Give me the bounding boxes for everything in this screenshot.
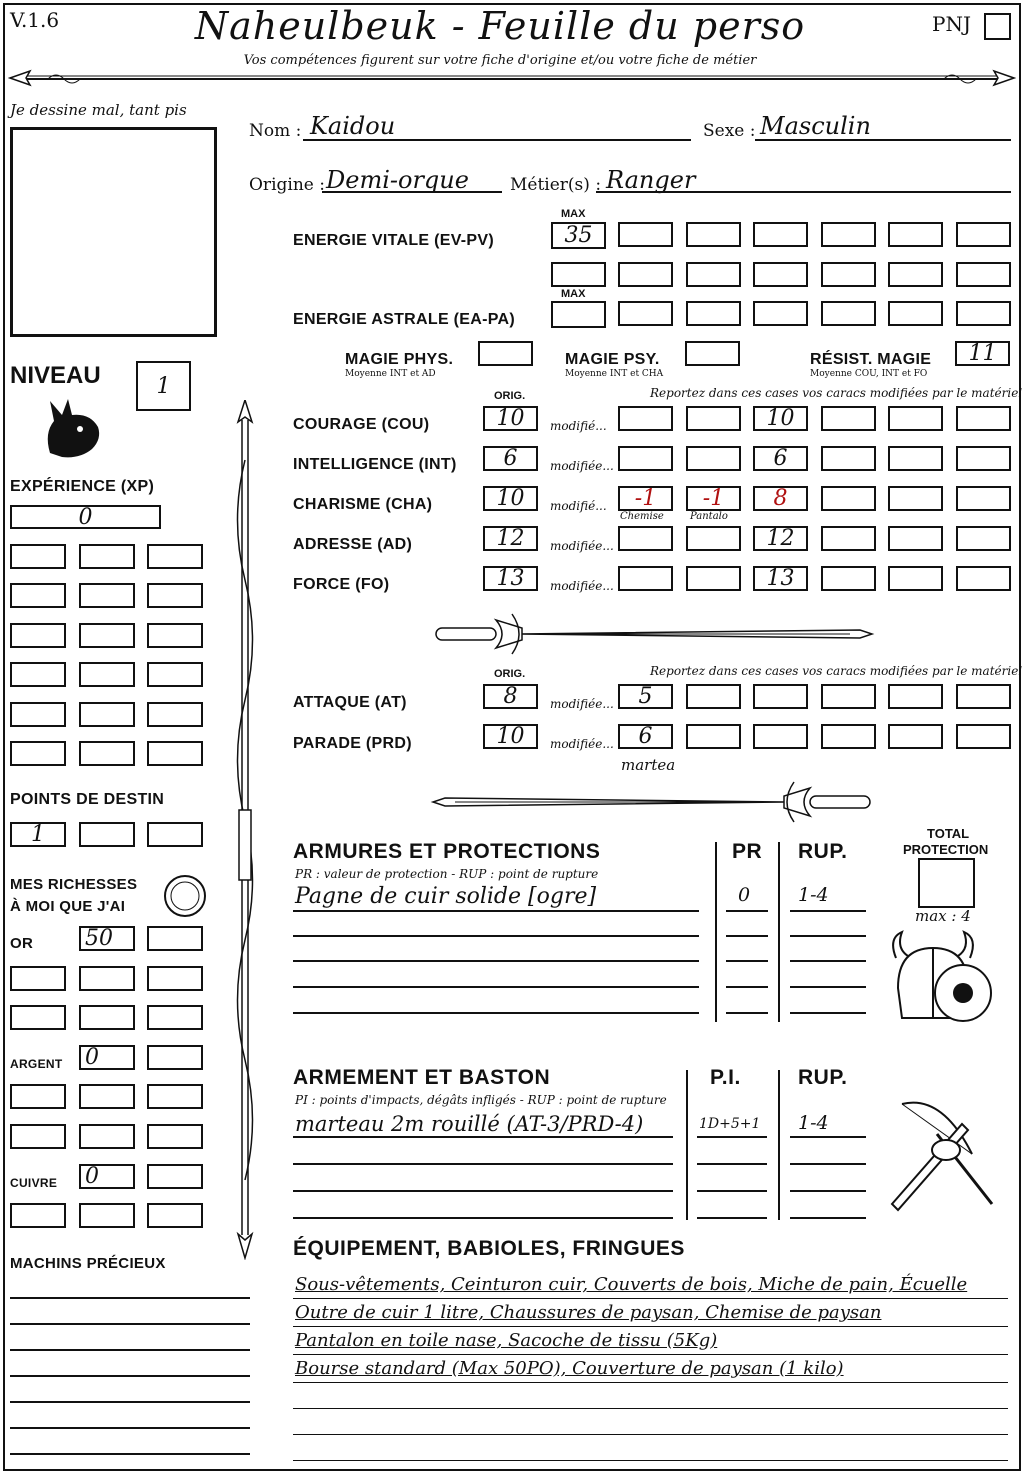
armure-line[interactable] <box>293 1012 699 1014</box>
machins-line[interactable] <box>10 1401 250 1403</box>
stat-mod-box[interactable] <box>956 526 1011 551</box>
equip-line[interactable] <box>293 1354 1008 1355</box>
arme-line[interactable] <box>293 1136 673 1138</box>
xp-box-cell[interactable] <box>10 662 66 687</box>
arme-rup[interactable]: 1-4 <box>798 1112 829 1134</box>
total-label-2: PROTECTION <box>903 842 989 857</box>
stat-mod-box[interactable] <box>956 566 1011 591</box>
pnj-checkbox[interactable] <box>984 13 1011 40</box>
arme-rup-line[interactable] <box>790 1163 866 1165</box>
armure-rup[interactable]: 1-4 <box>798 884 829 906</box>
cuivre-label: CUIVRE <box>10 1176 58 1190</box>
stat-mod-label: modifié... <box>550 499 607 513</box>
at-mod-box[interactable] <box>956 684 1011 709</box>
destin-box-2[interactable] <box>79 822 135 847</box>
at-mod-box[interactable] <box>821 684 876 709</box>
stat-mod-box[interactable] <box>888 526 943 551</box>
argent-label: ARGENT <box>10 1057 63 1071</box>
xp-box-cell[interactable] <box>10 741 66 766</box>
prd-mod-box[interactable] <box>821 724 876 749</box>
armure-rup-line[interactable] <box>790 960 866 962</box>
destin-label: POINTS DE DESTIN <box>10 791 165 808</box>
stat-label: CHARISME (CHA) <box>293 496 433 513</box>
combat-orig-label: ORIG. <box>494 668 526 680</box>
money-box[interactable] <box>147 966 203 991</box>
xp-box-cell[interactable] <box>79 544 135 569</box>
armures-title: ARMURES ET PROTECTIONS <box>293 840 601 863</box>
armure-line[interactable] <box>293 935 699 937</box>
staff-icon <box>228 400 262 1260</box>
at-orig-box[interactable]: 8 <box>483 684 538 709</box>
stat-mod-box[interactable] <box>686 406 741 431</box>
machins-line[interactable] <box>10 1427 250 1429</box>
armure-line[interactable] <box>293 910 699 912</box>
stat-mod-box[interactable] <box>956 486 1011 511</box>
prd-label: PARADE (PRD) <box>293 735 412 752</box>
stat-mod-box[interactable] <box>888 566 943 591</box>
armure-pr-line[interactable] <box>726 1012 768 1014</box>
magie-psy-box[interactable] <box>685 341 740 366</box>
armure-rup-line[interactable] <box>790 910 866 912</box>
ev-max-label: MAX <box>561 208 586 220</box>
ev-box-5[interactable] <box>888 222 943 247</box>
stat-final-box[interactable]: 12 <box>753 526 808 551</box>
sword-icon <box>430 778 875 826</box>
weapons-icon <box>882 1094 1002 1214</box>
money-box[interactable] <box>10 1124 66 1149</box>
resist-magie-note: Moyenne COU, INT et FO <box>810 369 928 379</box>
stat-mod-label: modifiée... <box>550 539 614 553</box>
machins-line[interactable] <box>10 1375 250 1377</box>
armures-note: PR : valeur de protection - RUP : point de rupture <box>295 867 599 881</box>
prd-note: martea <box>621 756 676 774</box>
stat-orig-box[interactable]: 12 <box>483 526 538 551</box>
stat-mod-box[interactable] <box>888 406 943 431</box>
destin-box-1[interactable]: 1 <box>10 822 66 847</box>
sheet-title: Naheulbeuk - Feuille du perso <box>194 4 806 48</box>
xp-box-cell[interactable] <box>79 662 135 687</box>
xp-box-cell[interactable] <box>147 702 203 727</box>
xp-box-cell[interactable] <box>10 544 66 569</box>
armure-rup-line[interactable] <box>790 935 866 937</box>
equip-line-text[interactable]: Bourse standard (Max 50PO), Couverture de paysan (1 kilo) <box>295 1358 844 1379</box>
ea-box-5[interactable] <box>888 301 943 326</box>
armures-pr-label: PR <box>732 840 763 863</box>
version-label: V.1.6 <box>10 8 60 32</box>
arme-pi-line[interactable] <box>697 1190 767 1192</box>
sword-icon <box>430 610 875 658</box>
or-label: OR <box>10 935 34 952</box>
ea-box-2[interactable] <box>686 301 741 326</box>
stat-final-box[interactable]: 10 <box>753 406 808 431</box>
stat-mod-box[interactable] <box>686 526 741 551</box>
stat-orig-box[interactable]: 10 <box>483 486 538 511</box>
machins-line[interactable] <box>10 1297 250 1299</box>
xp-box-cell[interactable] <box>147 583 203 608</box>
pnj-label: PNJ <box>932 12 971 36</box>
at-mod-box[interactable] <box>888 684 943 709</box>
ea-max-box[interactable] <box>551 301 606 328</box>
total-max-note: max : 4 <box>915 907 971 925</box>
stat-mod-box[interactable] <box>821 526 876 551</box>
stat-mod-box[interactable] <box>821 446 876 471</box>
ev-box-row2-6[interactable] <box>888 262 943 287</box>
stats-report-note: Reportez dans ces cases vos caracs modifiées par le matériel <box>650 386 1023 400</box>
armure-pr-line[interactable] <box>726 935 768 937</box>
money-box[interactable] <box>79 1084 135 1109</box>
stat-final-box[interactable]: 6 <box>753 446 808 471</box>
portrait-box[interactable] <box>10 127 217 337</box>
stat-mod-box[interactable] <box>618 526 673 551</box>
money-box[interactable] <box>147 1005 203 1030</box>
stat-mod-box[interactable] <box>956 446 1011 471</box>
magie-phys-note: Moyenne INT et AD <box>345 369 436 379</box>
armement-title: ARMEMENT ET BASTON <box>293 1066 551 1089</box>
xp-box-cell[interactable] <box>147 544 203 569</box>
money-box[interactable] <box>79 966 135 991</box>
stat-mod-label: modifié... <box>550 419 607 433</box>
money-box[interactable] <box>10 1005 66 1030</box>
equip-line-text[interactable]: Sous-vêtements, Ceinturon cuir, Couverts de bois, Miche de pain, Écuelle <box>295 1274 968 1295</box>
spear-divider-icon <box>8 64 1016 94</box>
prd-mod-box-1[interactable]: 6 <box>618 724 673 749</box>
money-box[interactable] <box>79 1203 135 1228</box>
ev-box-row2-1[interactable] <box>551 262 606 287</box>
xp-box-cell[interactable] <box>147 623 203 648</box>
ea-box-6[interactable] <box>956 301 1011 326</box>
ev-max-box[interactable]: 35 <box>551 222 606 249</box>
armure-name[interactable]: Pagne de cuir solide [ogre] <box>295 884 597 909</box>
nom-label: Nom : <box>249 121 302 141</box>
ea-label: ENERGIE ASTRALE (EA-PA) <box>293 311 516 328</box>
ev-box-row2-3[interactable] <box>686 262 741 287</box>
money-box[interactable] <box>147 1203 203 1228</box>
xp-box-cell[interactable] <box>79 583 135 608</box>
resist-magie-box[interactable]: 11 <box>955 341 1010 366</box>
equip-line[interactable] <box>293 1326 1008 1327</box>
armement-note: PI : points d'impacts, dégâts infligés - RUP : point de rupture <box>295 1093 667 1107</box>
ea-max-label: MAX <box>561 288 586 300</box>
ev-box-row2-5[interactable] <box>821 262 876 287</box>
xp-box-cell[interactable] <box>10 583 66 608</box>
xp-box-cell[interactable] <box>147 662 203 687</box>
xp-label: EXPÉRIENCE (XP) <box>10 478 155 495</box>
armure-line[interactable] <box>293 960 699 962</box>
coin-icon <box>162 873 208 919</box>
money-box[interactable] <box>147 1045 203 1070</box>
total-protection-box[interactable] <box>918 858 975 908</box>
magie-psy-label: MAGIE PSY. <box>565 351 660 368</box>
combat-report-note: Reportez dans ces cases vos caracs modifiées par le matériel <box>650 664 1023 678</box>
portrait-caption: Je dessine mal, tant pis <box>10 101 187 119</box>
stat-orig-box[interactable]: 13 <box>483 566 538 591</box>
arme-rup-line[interactable] <box>790 1190 866 1192</box>
money-box[interactable] <box>10 966 66 991</box>
magie-psy-note: Moyenne INT et CHA <box>565 369 664 379</box>
stat-mod-box[interactable] <box>821 406 876 431</box>
stat-mod-box[interactable] <box>956 406 1011 431</box>
richesses-label-2: À MOI QUE J'AI <box>10 898 126 915</box>
arme-rup-line[interactable] <box>790 1136 866 1138</box>
dragon-icon <box>40 393 106 463</box>
armure-pr-line[interactable] <box>726 910 768 912</box>
stat-mod-box[interactable] <box>618 566 673 591</box>
equip-line[interactable] <box>293 1298 1008 1299</box>
machins-line[interactable] <box>10 1453 250 1455</box>
ev-box-row2-7[interactable] <box>956 262 1011 287</box>
at-mod-label: modifiée... <box>550 697 614 711</box>
armement-rup-label: RUP. <box>798 1066 848 1089</box>
origine-value[interactable]: Demi-orque <box>326 166 469 194</box>
ev-box-row2-2[interactable] <box>618 262 673 287</box>
at-mod-box[interactable] <box>686 684 741 709</box>
stat-mod-box[interactable] <box>888 446 943 471</box>
arme-line[interactable] <box>293 1217 673 1219</box>
armures-rup-label: RUP. <box>798 840 848 863</box>
stat-mod-box[interactable] <box>618 406 673 431</box>
at-mod-box-1[interactable]: 5 <box>618 684 673 709</box>
xp-box-cell[interactable] <box>147 741 203 766</box>
stat-final-box[interactable]: 8 <box>753 486 808 511</box>
stat-mod-box[interactable] <box>821 566 876 591</box>
armement-pi-label: P.I. <box>710 1066 741 1089</box>
ev-box-3[interactable] <box>753 222 808 247</box>
prd-mod-box[interactable] <box>686 724 741 749</box>
stats-orig-label: ORIG. <box>494 390 526 402</box>
money-box[interactable] <box>79 1005 135 1030</box>
equip-line-text[interactable]: Outre de cuir 1 litre, Chaussures de paysan, Chemise de paysan <box>295 1302 882 1323</box>
equip-line[interactable] <box>293 1382 1008 1383</box>
subtitle: Vos compétences figurent sur votre fiche d'origine et/ou votre fiche de métier <box>243 53 757 68</box>
stat-mod-note: Pantalo <box>690 511 728 522</box>
armure-pr-line[interactable] <box>726 986 768 988</box>
nom-value[interactable]: Kaidou <box>310 112 396 140</box>
equip-line-text[interactable]: Pantalon en toile nase, Sacoche de tissu (5Kg) <box>295 1330 718 1351</box>
ev-box-row2-4[interactable] <box>753 262 808 287</box>
equip-line[interactable] <box>293 1460 1008 1461</box>
ea-box-4[interactable] <box>821 301 876 326</box>
armure-line[interactable] <box>293 986 699 988</box>
machins-label: MACHINS PRÉCIEUX <box>10 1255 166 1272</box>
ea-box-3[interactable] <box>753 301 808 326</box>
money-box[interactable] <box>10 1084 66 1109</box>
stat-final-box[interactable]: 13 <box>753 566 808 591</box>
resist-magie-label: RÉSIST. MAGIE <box>810 351 932 368</box>
stat-mod-box[interactable] <box>686 446 741 471</box>
arme-pi[interactable]: 1D+5+1 <box>699 1116 761 1132</box>
money-box[interactable] <box>147 1084 203 1109</box>
xp-box-cell[interactable] <box>10 623 66 648</box>
ev-box-4[interactable] <box>821 222 876 247</box>
xp-box-cell[interactable] <box>79 702 135 727</box>
armure-rup-line[interactable] <box>790 986 866 988</box>
prd-orig-box[interactable]: 10 <box>483 724 538 749</box>
prd-mod-box[interactable] <box>753 724 808 749</box>
stat-mod-box[interactable] <box>686 566 741 591</box>
ev-box-6[interactable] <box>956 222 1011 247</box>
arme-name[interactable]: marteau 2m rouillé (AT-3/PRD-4) <box>295 1112 644 1136</box>
ea-box-1[interactable] <box>618 301 673 326</box>
stat-label: ADRESSE (AD) <box>293 536 413 553</box>
total-label-1: TOTAL <box>927 826 970 841</box>
machins-line[interactable] <box>10 1323 250 1325</box>
arme-pi-line[interactable] <box>697 1163 767 1165</box>
magie-phys-label: MAGIE PHYS. <box>345 351 454 368</box>
prd-mod-box[interactable] <box>956 724 1011 749</box>
money-box[interactable] <box>147 1124 203 1149</box>
money-box[interactable]: 0 <box>79 1045 135 1070</box>
equip-line[interactable] <box>293 1434 1008 1435</box>
metier-label: Métier(s) : <box>510 175 602 195</box>
arme-pi-line[interactable] <box>697 1217 767 1219</box>
stat-mod-box[interactable] <box>888 486 943 511</box>
money-box[interactable]: 0 <box>79 1164 135 1189</box>
arme-pi-line[interactable] <box>697 1136 767 1138</box>
stat-label: COURAGE (COU) <box>293 416 430 433</box>
niveau-label: NIVEAU <box>10 362 101 389</box>
ev-box-1[interactable] <box>618 222 673 247</box>
money-box[interactable] <box>10 1203 66 1228</box>
stat-mod-note: Chemise <box>620 511 664 522</box>
stat-mod-box[interactable]: -1 <box>618 486 673 511</box>
armure-rup-line[interactable] <box>790 1012 866 1014</box>
xp-box[interactable]: 0 <box>10 505 161 529</box>
armure-pr-line[interactable] <box>726 960 768 962</box>
money-box[interactable] <box>79 1124 135 1149</box>
stat-label: FORCE (FO) <box>293 576 390 593</box>
stat-mod-box[interactable]: -1 <box>686 486 741 511</box>
helmet-shield-icon <box>888 928 998 1038</box>
destin-box-3[interactable] <box>147 822 203 847</box>
stat-label: INTELLIGENCE (INT) <box>293 456 457 473</box>
equipement-title: ÉQUIPEMENT, BABIOLES, FRINGUES <box>293 1237 685 1260</box>
sexe-value[interactable]: Masculin <box>760 112 871 140</box>
xp-box-cell[interactable] <box>79 623 135 648</box>
stat-orig-box[interactable]: 6 <box>483 446 538 471</box>
prd-mod-box[interactable] <box>888 724 943 749</box>
metier-value[interactable]: Ranger <box>606 166 696 194</box>
magie-phys-box[interactable] <box>478 341 533 366</box>
xp-box-cell[interactable] <box>10 702 66 727</box>
money-box[interactable]: 50 <box>79 926 135 951</box>
richesses-label-1: MES RICHESSES <box>10 876 138 893</box>
stat-orig-box[interactable]: 10 <box>483 406 538 431</box>
arme-line[interactable] <box>293 1163 673 1165</box>
stat-mod-label: modifiée... <box>550 579 614 593</box>
money-box[interactable] <box>147 1164 203 1189</box>
ev-label: ENERGIE VITALE (EV-PV) <box>293 232 494 249</box>
xp-box-cell[interactable] <box>79 741 135 766</box>
arme-line[interactable] <box>293 1190 673 1192</box>
stat-mod-box[interactable] <box>618 446 673 471</box>
machins-line[interactable] <box>10 1349 250 1351</box>
stat-mod-label: modifiée... <box>550 459 614 473</box>
at-label: ATTAQUE (AT) <box>293 694 407 711</box>
money-box[interactable] <box>147 926 203 951</box>
arme-rup-line[interactable] <box>790 1217 866 1219</box>
stat-mod-box[interactable] <box>821 486 876 511</box>
origine-label: Origine : <box>249 175 325 195</box>
niveau-box[interactable]: 1 <box>136 361 191 411</box>
armure-pr[interactable]: 0 <box>738 884 751 906</box>
sexe-label: Sexe : <box>703 121 756 141</box>
at-mod-box[interactable] <box>753 684 808 709</box>
equip-line[interactable] <box>293 1408 1008 1409</box>
ev-box-2[interactable] <box>686 222 741 247</box>
prd-mod-label: modifiée... <box>550 737 614 751</box>
